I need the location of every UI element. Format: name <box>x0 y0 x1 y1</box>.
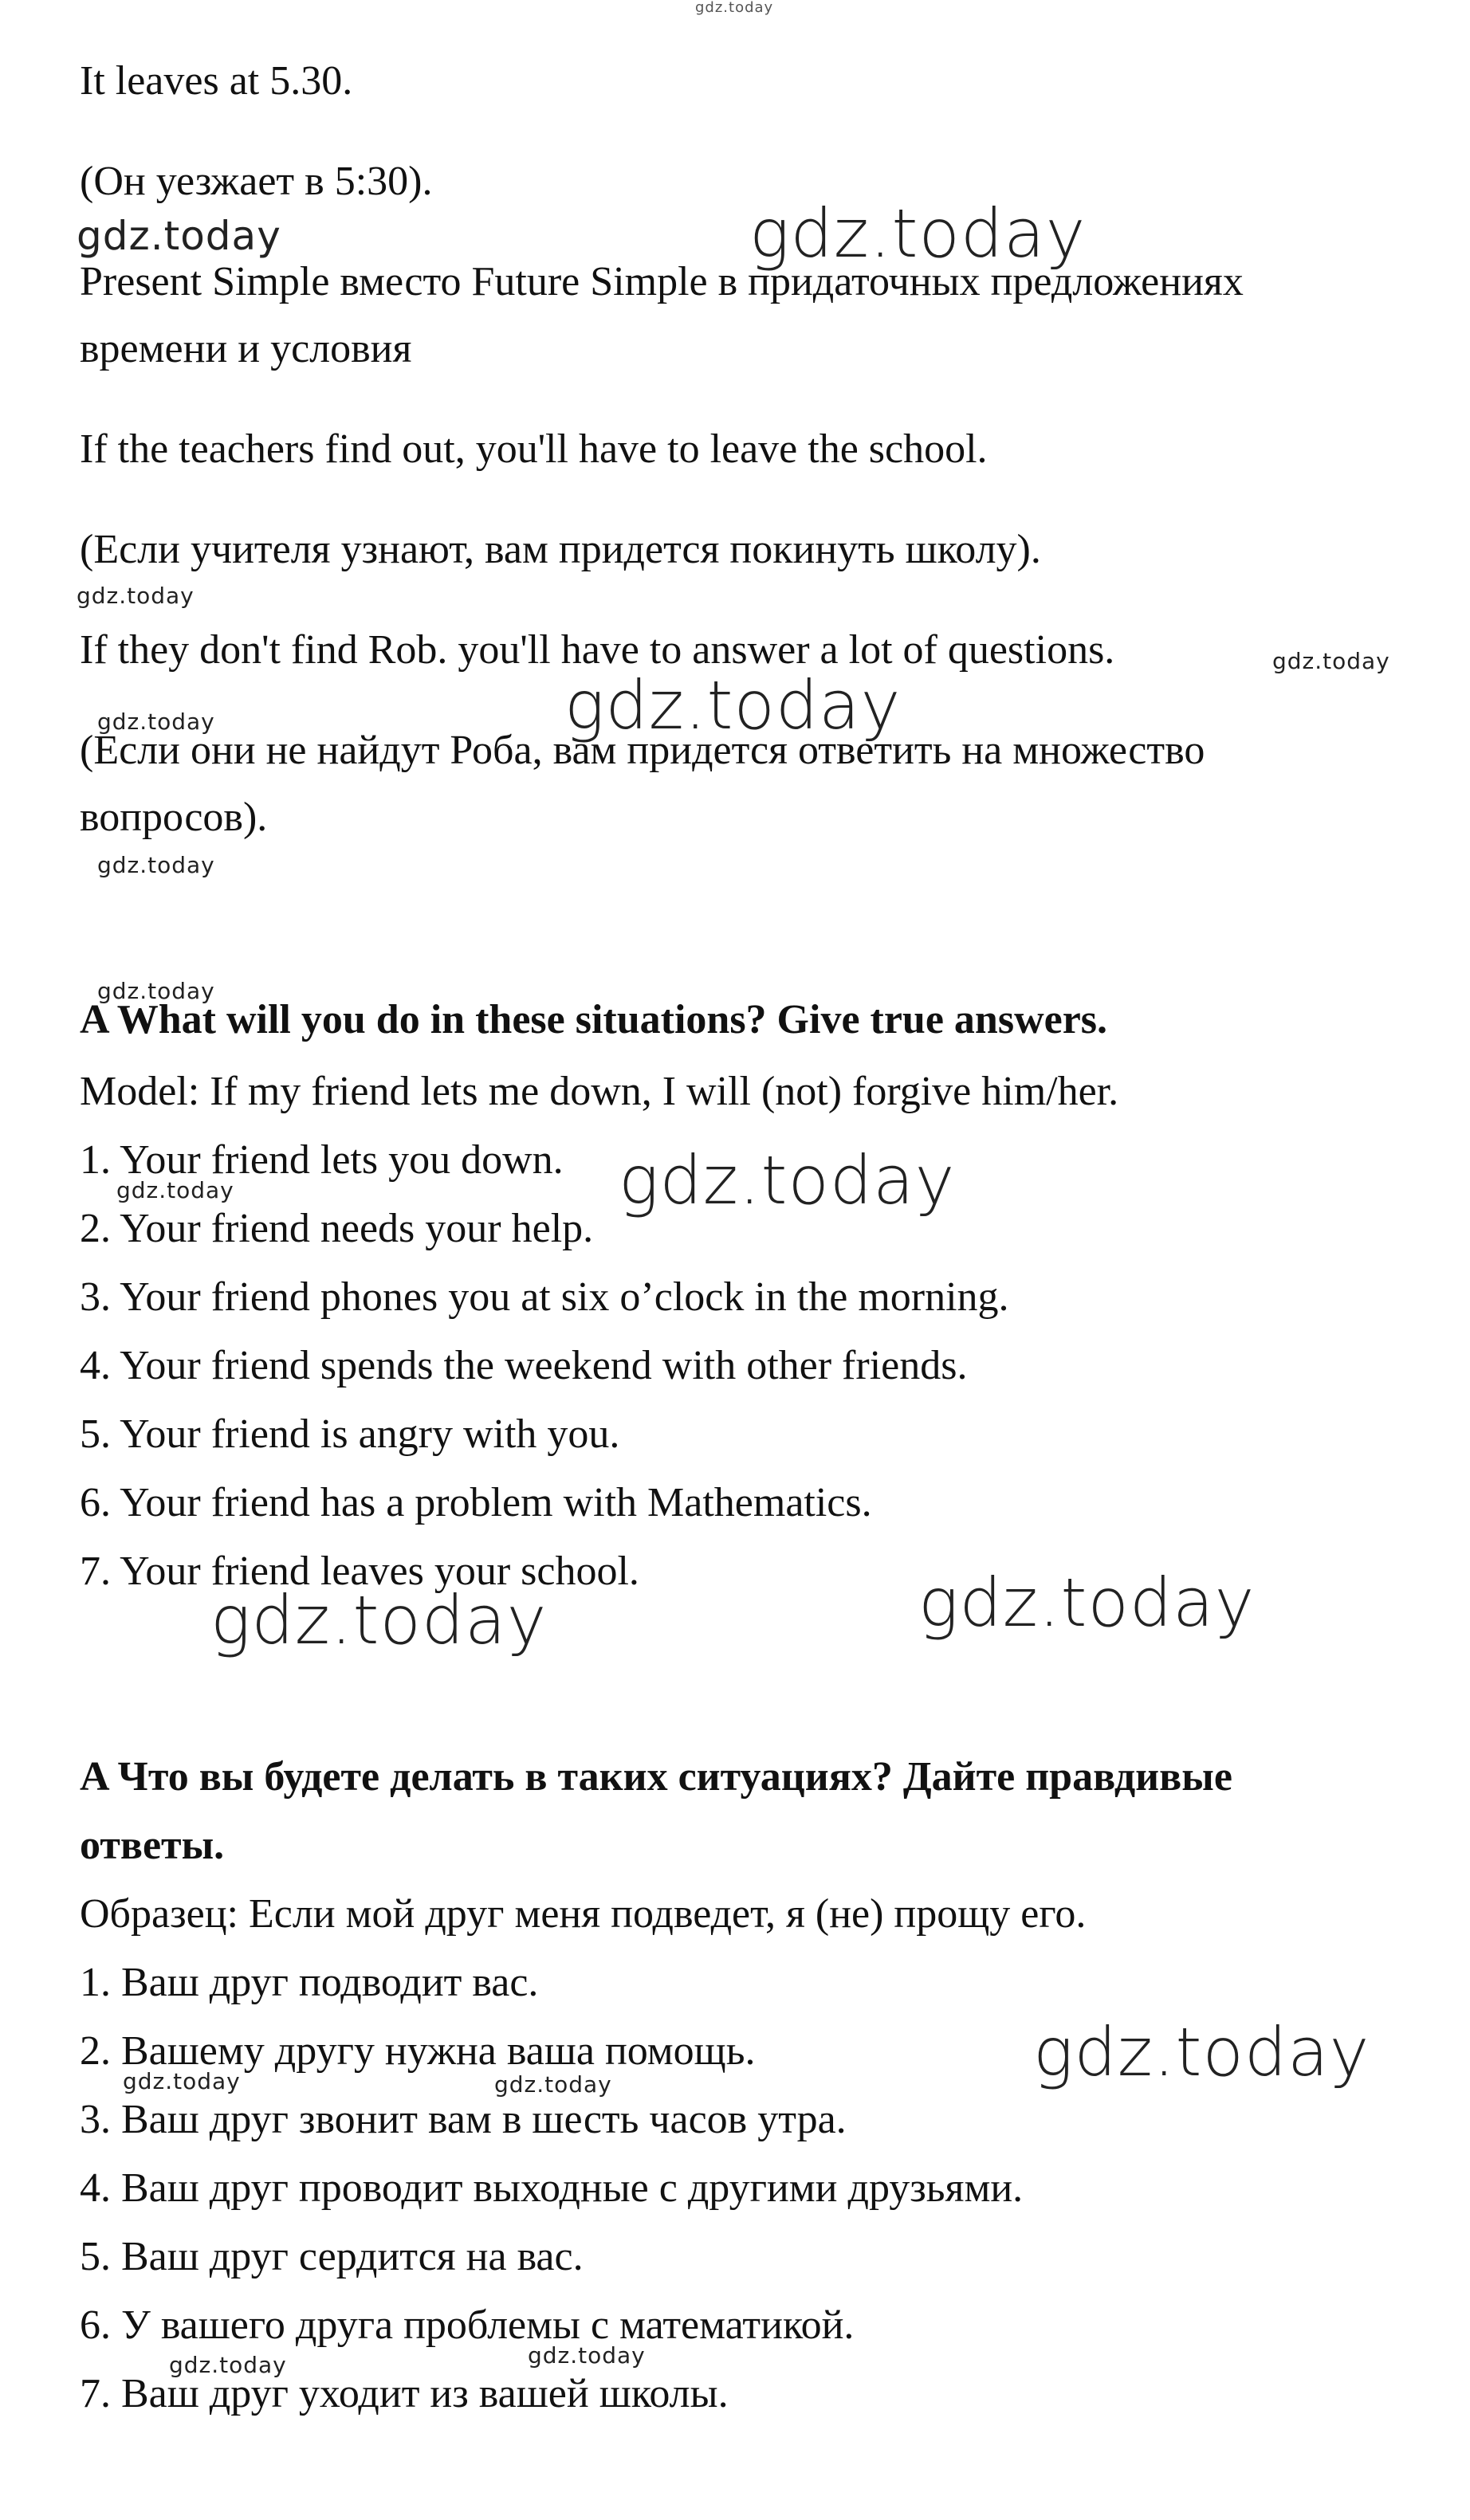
watermark: gdz.today <box>77 213 281 259</box>
list-item: 4. Ваш друг проводит выходные с другими друзьями. <box>80 2165 1024 2211</box>
list-item: 6. Your friend has a problem with Mathematics. <box>80 1480 872 1525</box>
watermark: gdz.today <box>619 1141 956 1219</box>
list-item: 2. Вашему другу нужна ваша помощь. <box>80 2028 756 2074</box>
watermark: gdz.today <box>210 1581 548 1659</box>
list-item: 7. Ваш друг уходит из вашей школы. <box>80 2371 729 2416</box>
section-heading: A Что вы будете делать в таких ситуациях? Дайте правдивые <box>80 1754 1232 1800</box>
text-line: времени и условия <box>80 326 412 371</box>
watermark: gdz.today <box>1272 648 1390 674</box>
text-line: It leaves at 5.30. <box>80 58 353 104</box>
watermark: gdz.today <box>918 1564 1256 1642</box>
list-item: 1. Your friend lets you down. <box>80 1137 564 1183</box>
list-item: 3. Ваш друг звонит вам в шесть часов утра. <box>80 2097 847 2142</box>
list-item: 7. Your friend leaves your school. <box>80 1549 639 1594</box>
watermark: gdz.today <box>116 1177 234 1203</box>
text-line: (Если учителя узнают, вам придется покинуть школу). <box>80 527 1041 572</box>
watermark: gdz.today <box>695 0 774 16</box>
model-line: Образец: Если мой друг меня подведет, я (не) прощу его. <box>80 1891 1087 1937</box>
model-line: Model: If my friend lets me down, I will (not) forgive him/her. <box>80 1069 1119 1114</box>
list-item: 6. У вашего друга проблемы с математикой. <box>80 2302 855 2348</box>
watermark: gdz.today <box>494 2071 612 2098</box>
list-item: 5. Your friend is angry with you. <box>80 1411 620 1457</box>
list-item: 3. Your friend phones you at six o’clock in the morning. <box>80 1274 1009 1320</box>
text-line: вопросов). <box>80 795 268 840</box>
watermark: gdz.today <box>1033 2013 1370 2091</box>
text-line: (Он уезжает в 5:30). <box>80 159 433 204</box>
watermark: gdz.today <box>749 194 1087 273</box>
watermark: gdz.today <box>77 583 195 609</box>
text-line: If the teachers find out, you'll have to leave the school. <box>80 426 988 472</box>
watermark: gdz.today <box>528 2342 646 2369</box>
section-heading: ответы. <box>80 1823 225 1868</box>
list-item: 4. Your friend spends the weekend with other friends. <box>80 1343 968 1388</box>
list-item: 2. Your friend needs your help. <box>80 1206 594 1251</box>
text-line: If they don't find Rob. you'll have to answer a lot of questions. <box>80 627 1115 673</box>
watermark: gdz.today <box>97 709 215 735</box>
watermark: gdz.today <box>97 852 215 878</box>
watermark: gdz.today <box>169 2352 287 2378</box>
text-line: Present Simple вместо Future Simple в придаточных предложениях <box>80 259 1244 304</box>
text-line: (Если они не найдут Роба, вам придется ответить на множество <box>80 728 1205 773</box>
list-item: 5. Ваш друг сердится на вас. <box>80 2234 584 2279</box>
section-heading: A What will you do in these situations? Give true answers. <box>80 997 1108 1042</box>
watermark: gdz.today <box>97 978 215 1004</box>
watermark: gdz.today <box>564 666 902 744</box>
watermark: gdz.today <box>123 2068 241 2094</box>
list-item: 1. Ваш друг подводит вас. <box>80 1960 539 2005</box>
